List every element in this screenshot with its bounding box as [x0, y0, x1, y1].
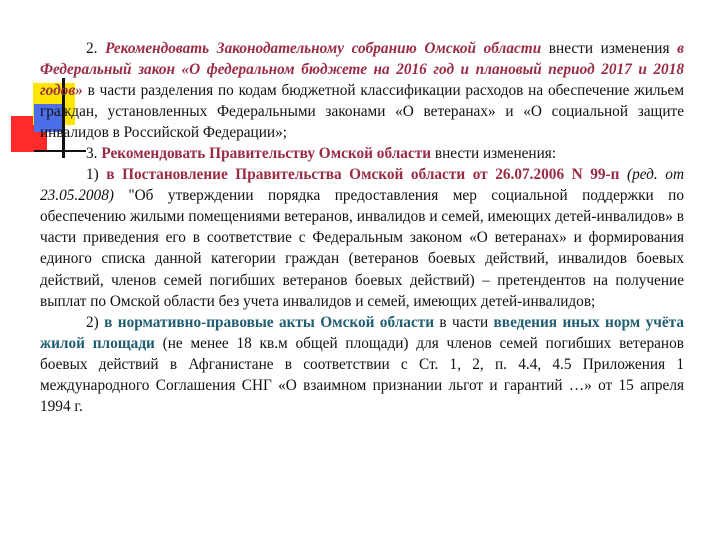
- item-2-text-2: в части разделения по кодам бюджетной классификации расходов на обеспечение жильем граждан, установленных Федеральными законами «О ветеранах» и «О социальной защите инвалидов в Российской Федерации»;: [40, 82, 684, 142]
- sub-2-number: 2): [86, 313, 99, 331]
- sub-2-mid: в части: [434, 313, 494, 331]
- paragraph-sub-1: [40, 164, 684, 311]
- paragraph-item-2: [40, 38, 684, 143]
- sub-1-lead: в Постановление Правительства Омской области от 26.07.2006 N 99-п: [98, 166, 620, 184]
- sub-2-rest: (не менее 18 кв.м общей площади) для членов семей погибших ветеранов боевых действий в Афганистане в соответствии с Ст. 1, 2, п. 4.4, 4.5 Приложения 1 международного Соглашения СНГ «О взаимном признании льгот и гарантий …» от 15 апреля 1994 г.: [40, 334, 684, 415]
- item-3-number: 3.: [86, 145, 98, 163]
- item-2-number: 2.: [86, 40, 98, 57]
- sub-1-edition: (ред. от 23.05.2008): [40, 166, 684, 205]
- paragraph-sub-2: [40, 312, 684, 417]
- item-3-rest: внести изменения:: [431, 145, 557, 163]
- document-body: [40, 38, 684, 417]
- sub-2-norms: введения иных норм учёта жилой площади: [40, 313, 684, 352]
- item-2-text-1: внести изменения: [541, 40, 678, 57]
- sub-2-lead: в нормативно-правовые акты Омской области: [98, 313, 435, 331]
- paragraph-item-3: [40, 143, 684, 164]
- sub-1-rest: "Об утверждении порядка предоставления мер социальной поддержки по обеспечению жилыми помещениями ветеранов, инвалидов и семей, имеющих детей-инвалидов» в части приведения его в соответствие с Федеральным законом «О ветеранах» и формирования единого списка данной категории граждан (ветеранов боевых действий, инвалидов боевых действий, членов семей погибших ветеранов боевых действий) – претендентов на получение выплат по Омской области без учета инвалидов и семей, имеющих детей-инвалидов;: [40, 187, 684, 310]
- item-3-lead: Рекомендовать Правительству Омской области: [101, 145, 432, 163]
- item-2-lead: Рекомендовать Законодательному собранию Омской области: [105, 40, 542, 57]
- item-2-law-title: в Федеральный закон «О федеральном бюджете на 2016 год и плановый период 2017 и 2018 годов»: [40, 40, 684, 100]
- sub-1-number: 1): [86, 166, 99, 184]
